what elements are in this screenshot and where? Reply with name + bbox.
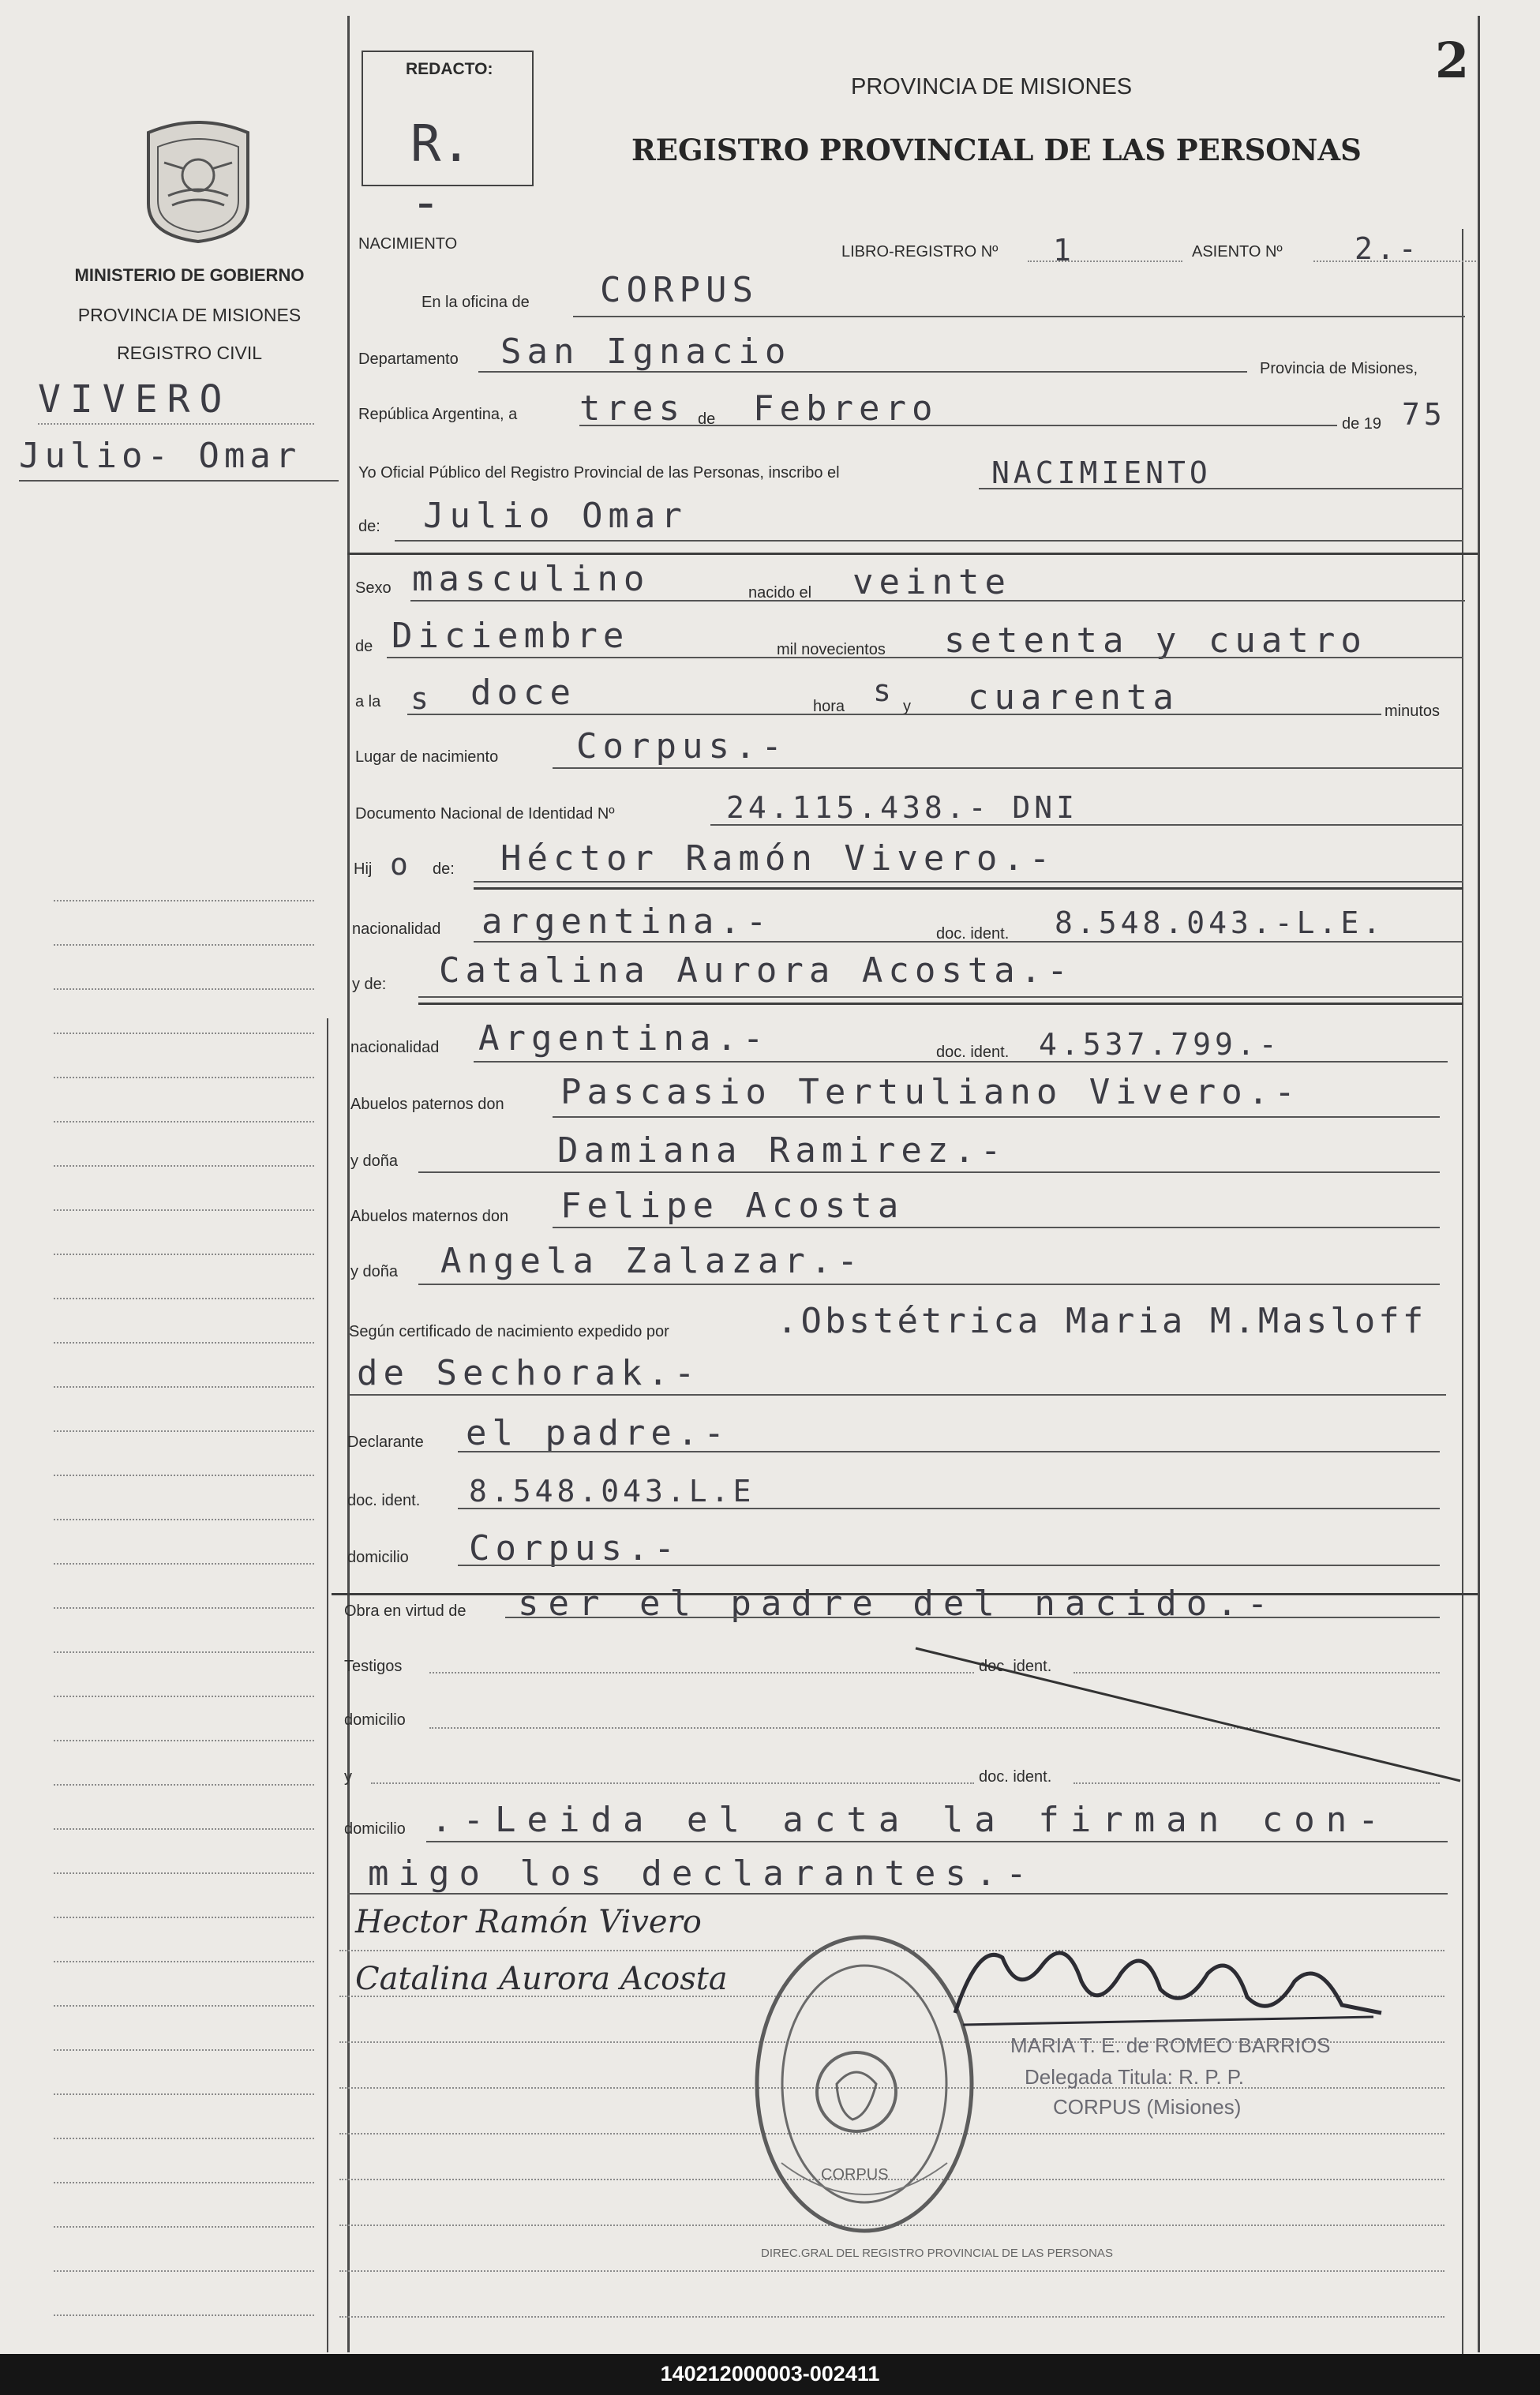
testigos-crossout bbox=[908, 1642, 1468, 1792]
value-hora-suffix: s bbox=[873, 673, 895, 708]
label-obra: Obra en virtud de bbox=[344, 1602, 466, 1620]
label-abuelos-maternos: Abuelos maternos don bbox=[350, 1208, 509, 1225]
header-registry-title: REGISTRO PROVINCIAL DE LAS PERSONAS bbox=[631, 133, 1362, 167]
value-certificado-1: .Obstétrica Maria M.Masloff bbox=[777, 1301, 1427, 1341]
value-hora-prefix: s bbox=[410, 681, 433, 716]
value-madre: Catalina Aurora Acosta.- bbox=[439, 950, 1074, 991]
value-dia: tres bbox=[579, 388, 685, 429]
sidebar-note-line bbox=[54, 2182, 314, 2183]
abuela-materna-rule bbox=[418, 1284, 1440, 1285]
label-y-dona-materna: y doña bbox=[350, 1263, 399, 1280]
label-sexo: Sexo bbox=[355, 579, 392, 597]
sidebar-note-line bbox=[54, 988, 314, 990]
libro-rule bbox=[1028, 260, 1182, 262]
label-doc-ident-testigo-1: doc. ident. bbox=[979, 1658, 1052, 1675]
label-de-19: de 19 bbox=[1342, 415, 1382, 433]
label-y-dona-paterna: y doña bbox=[350, 1153, 399, 1170]
value-minutos: cuarenta bbox=[968, 677, 1179, 718]
sidebar-note-line bbox=[54, 1430, 314, 1432]
sidebar-note-line bbox=[54, 2005, 314, 2007]
stamp-outer-text: DIREC.GRAL DEL REGISTRO PROVINCIAL DE LAS PERSONAS bbox=[761, 2247, 1113, 2260]
hora-rule bbox=[407, 714, 1381, 715]
testigos-rule bbox=[429, 1672, 974, 1674]
sidebar-note-line bbox=[54, 1784, 314, 1786]
label-y-testigo-2: y bbox=[344, 1768, 352, 1786]
leida-1-rule bbox=[426, 1841, 1448, 1842]
label-lugar: Lugar de nacimiento bbox=[355, 748, 499, 766]
sidebar-note-line bbox=[54, 1342, 314, 1344]
signature-padre: Hector Ramón Vivero bbox=[355, 1904, 702, 1940]
section-divider-1 bbox=[347, 553, 1478, 555]
sidebar-note-line bbox=[54, 1607, 314, 1609]
sidebar-surname: VIVERO bbox=[38, 377, 232, 422]
sidebar-note-line bbox=[54, 1917, 314, 1918]
value-anio-nac: setenta y cuatro bbox=[944, 620, 1367, 661]
value-abuelo-paterno: Pascasio Tertuliano Vivero.- bbox=[560, 1072, 1301, 1112]
sidebar-note-line bbox=[54, 2093, 314, 2095]
nombre-rule bbox=[395, 540, 1463, 542]
label-doc-ident-padre: doc. ident. bbox=[936, 925, 1010, 943]
sidebar-note-line bbox=[54, 1696, 314, 1697]
sidebar-note-line bbox=[54, 1033, 314, 1034]
sidebar-note-line bbox=[54, 1828, 314, 1830]
inner-margin-line bbox=[327, 1018, 328, 2352]
signature-area-line bbox=[339, 2270, 1444, 2272]
testigo-2-rule bbox=[371, 1782, 974, 1784]
nacionalidad-padre-rule bbox=[474, 941, 1463, 943]
value-libro: 1 bbox=[1053, 233, 1075, 268]
label-departamento: Departamento bbox=[358, 350, 459, 368]
delegada-title: Delegada Titula: R. P. P. bbox=[1025, 2065, 1245, 2089]
label-abuelos-paternos: Abuelos paternos don bbox=[350, 1096, 504, 1113]
sidebar-province: PROVINCIA DE MISIONES bbox=[77, 305, 302, 325]
footer-code: 140212000003-002411 bbox=[660, 2362, 880, 2386]
sidebar-note-line bbox=[54, 944, 314, 946]
label-libro: LIBRO-REGISTRO Nº bbox=[841, 243, 999, 260]
sidebar-note-line bbox=[54, 1740, 314, 1741]
sidebar-note-line bbox=[54, 1961, 314, 1962]
footer-bar bbox=[0, 2354, 1540, 2395]
sidebar-note-line bbox=[54, 1519, 314, 1520]
header-province: PROVINCIA DE MISIONES bbox=[851, 74, 1133, 99]
sidebar-note-line bbox=[54, 1209, 314, 1211]
obra-rule bbox=[505, 1617, 1440, 1618]
label-provincia-misiones: Provincia de Misiones, bbox=[1260, 360, 1418, 377]
label-doc-ident-testigo-2: doc. ident. bbox=[979, 1768, 1052, 1786]
nacionalidad-madre-rule bbox=[474, 1061, 1448, 1063]
label-nacimiento: NACIMIENTO bbox=[358, 235, 458, 253]
signature-madre: Catalina Aurora Acosta bbox=[355, 1961, 728, 1997]
value-nacionalidad-madre: Argentina.- bbox=[478, 1018, 770, 1059]
label-de-mes-nac: de bbox=[355, 638, 373, 655]
label-de-mes: de bbox=[698, 410, 716, 428]
madre-rule bbox=[418, 996, 1463, 998]
abuelo-materno-rule bbox=[553, 1227, 1440, 1228]
value-dia-nac: veinte bbox=[852, 562, 1011, 602]
label-testigos: Testigos bbox=[344, 1658, 403, 1675]
page-number: 2 bbox=[1435, 32, 1470, 89]
sidebar-civil-registry: REGISTRO CIVIL bbox=[116, 343, 263, 363]
sidebar-note-line bbox=[54, 1475, 314, 1476]
value-acto: NACIMIENTO bbox=[991, 455, 1212, 490]
section-divider-2 bbox=[474, 887, 1463, 890]
lugar-rule bbox=[553, 767, 1463, 769]
certificado-rule bbox=[349, 1394, 1446, 1396]
label-oficina: En la oficina de bbox=[422, 294, 530, 311]
sidebar-note-line bbox=[54, 1165, 314, 1167]
official-signature-scrawl bbox=[947, 1926, 1389, 2037]
doc-declarante-rule bbox=[458, 1508, 1440, 1509]
departamento-rule bbox=[478, 371, 1247, 373]
label-domicilio-testigo-2: domicilio bbox=[344, 1820, 406, 1838]
abuelo-paterno-rule bbox=[553, 1116, 1440, 1118]
right-border-line bbox=[1478, 16, 1480, 2352]
section-divider-3 bbox=[418, 1003, 1463, 1005]
label-de-padre: de: bbox=[433, 860, 455, 878]
label-a-la: a la bbox=[355, 693, 381, 710]
left-margin-line bbox=[347, 16, 350, 2352]
dni-rule bbox=[710, 824, 1463, 826]
value-mes: Febrero bbox=[753, 388, 939, 429]
label-declarante: Declarante bbox=[347, 1434, 424, 1451]
label-asiento: ASIENTO Nº bbox=[1192, 243, 1283, 260]
fecha-rule bbox=[579, 425, 1337, 426]
value-nacionalidad-padre: argentina.- bbox=[481, 901, 773, 942]
value-doc-declarante: 8.548.043.L.E bbox=[469, 1474, 755, 1509]
label-documento: Documento Nacional de Identidad Nº bbox=[355, 805, 615, 823]
value-mes-nac: Diciembre bbox=[392, 616, 630, 656]
value-sexo: masculino bbox=[412, 559, 650, 599]
value-leida-2: migo los declarantes.- bbox=[368, 1853, 1036, 1894]
label-y-de-madre: y de: bbox=[352, 976, 387, 993]
value-padre: Héctor Ramón Vivero.- bbox=[500, 838, 1056, 879]
label-hora: hora bbox=[813, 698, 845, 715]
label-nacido-el: nacido el bbox=[748, 584, 812, 602]
value-departamento: San Ignacio bbox=[500, 332, 792, 372]
sidebar-note-line bbox=[54, 1872, 314, 1874]
sidebar-note-line bbox=[54, 2226, 314, 2228]
redacto-box bbox=[362, 51, 534, 232]
value-declarante: el padre.- bbox=[466, 1413, 730, 1453]
sidebar-note-line bbox=[54, 1254, 314, 1255]
padre-rule bbox=[474, 881, 1463, 883]
label-nacionalidad-madre: nacionalidad bbox=[350, 1039, 440, 1056]
value-lugar: Corpus.- bbox=[576, 726, 788, 766]
value-doc-padre: 8.548.043.-L.E. bbox=[1055, 905, 1385, 940]
sidebar-note-line bbox=[54, 2138, 314, 2139]
abuela-paterna-rule bbox=[418, 1171, 1440, 1173]
sidebar-note-line bbox=[54, 1563, 314, 1565]
sidebar-note-line bbox=[54, 2049, 314, 2051]
delegada-name: MARIA T. E. de ROMEO BARRIOS bbox=[1010, 2033, 1331, 2057]
value-asiento: 2.- bbox=[1355, 231, 1421, 266]
signature-area-line bbox=[339, 2316, 1444, 2318]
sidebar-surname-rule bbox=[38, 423, 314, 425]
sidebar-note-line bbox=[54, 1298, 314, 1299]
value-abuela-materna: Angela Zalazar.- bbox=[440, 1241, 864, 1281]
label-mil-novecientos: mil novecientos bbox=[777, 641, 886, 658]
leida-2-rule bbox=[347, 1893, 1448, 1895]
value-anio: 75 bbox=[1402, 397, 1446, 432]
official-stamp-icon bbox=[750, 1926, 979, 2242]
label-domicilio-testigo-1: domicilio bbox=[344, 1711, 406, 1729]
label-nacionalidad-padre: nacionalidad bbox=[352, 920, 441, 938]
sidebar-note-line bbox=[54, 1077, 314, 1078]
label-segun: Según certificado de nacimiento expedido por bbox=[349, 1323, 669, 1340]
oficina-rule bbox=[573, 316, 1465, 317]
redacto-label: REDACTO: bbox=[406, 60, 493, 78]
sidebar-note-line bbox=[54, 2270, 314, 2272]
value-abuelo-materno: Felipe Acosta bbox=[560, 1186, 905, 1226]
label-hij: Hij bbox=[354, 860, 373, 878]
value-nombre: Julio Omar bbox=[423, 496, 688, 536]
acto-rule bbox=[979, 488, 1463, 489]
value-domicilio: Corpus.- bbox=[469, 1528, 680, 1569]
sidebar-note-line bbox=[54, 1651, 314, 1653]
sidebar-note-line bbox=[54, 900, 314, 901]
value-obra: ser el padre del nacido.- bbox=[518, 1584, 1278, 1624]
label-yo-oficial: Yo Oficial Público del Registro Provincial de las Personas, inscribo el bbox=[358, 464, 840, 482]
label-republica: República Argentina, a bbox=[358, 406, 518, 423]
sidebar-note-line bbox=[54, 2314, 314, 2316]
value-hij-suffix: o bbox=[390, 847, 412, 882]
value-doc-madre: 4.537.799.- bbox=[1039, 1027, 1281, 1062]
value-leida-1: .-Leida el acta la firman con- bbox=[431, 1800, 1390, 1840]
value-oficina: CORPUS bbox=[600, 270, 759, 310]
sidebar-note-line bbox=[54, 1386, 314, 1388]
sidebar-names-rule bbox=[19, 480, 339, 482]
value-abuela-paterna: Damiana Ramirez.- bbox=[557, 1130, 1007, 1171]
label-domicilio-declarante: domicilio bbox=[347, 1549, 409, 1566]
province-crest-icon bbox=[141, 117, 256, 243]
label-doc-ident-madre: doc. ident. bbox=[936, 1044, 1010, 1061]
stamp-inner-text: CORPUS bbox=[821, 2166, 889, 2183]
label-minutos: minutos bbox=[1385, 703, 1441, 720]
redacto-value: R. - bbox=[410, 115, 472, 232]
label-y-minutos: y bbox=[903, 698, 911, 715]
value-certificado-2: de Sechorak.- bbox=[357, 1353, 701, 1393]
label-de-nombre: de: bbox=[358, 518, 380, 535]
domicilio-rule bbox=[458, 1565, 1440, 1566]
sexo-rule bbox=[410, 600, 1465, 602]
value-dni: 24.115.438.- DNI bbox=[726, 790, 1079, 825]
delegada-place: CORPUS (Misiones) bbox=[1053, 2095, 1242, 2119]
label-doc-ident-declarante: doc. ident. bbox=[347, 1492, 421, 1509]
sidebar-note-line bbox=[54, 1121, 314, 1123]
declarante-rule bbox=[458, 1451, 1440, 1452]
sidebar-ministry: MINISTERIO DE GOBIERNO bbox=[74, 265, 305, 285]
mes-nac-rule bbox=[387, 657, 1463, 658]
value-hora: doce bbox=[470, 673, 576, 713]
sidebar-given-names: Julio- Omar bbox=[19, 436, 302, 476]
right-inner-line bbox=[1462, 229, 1463, 2354]
